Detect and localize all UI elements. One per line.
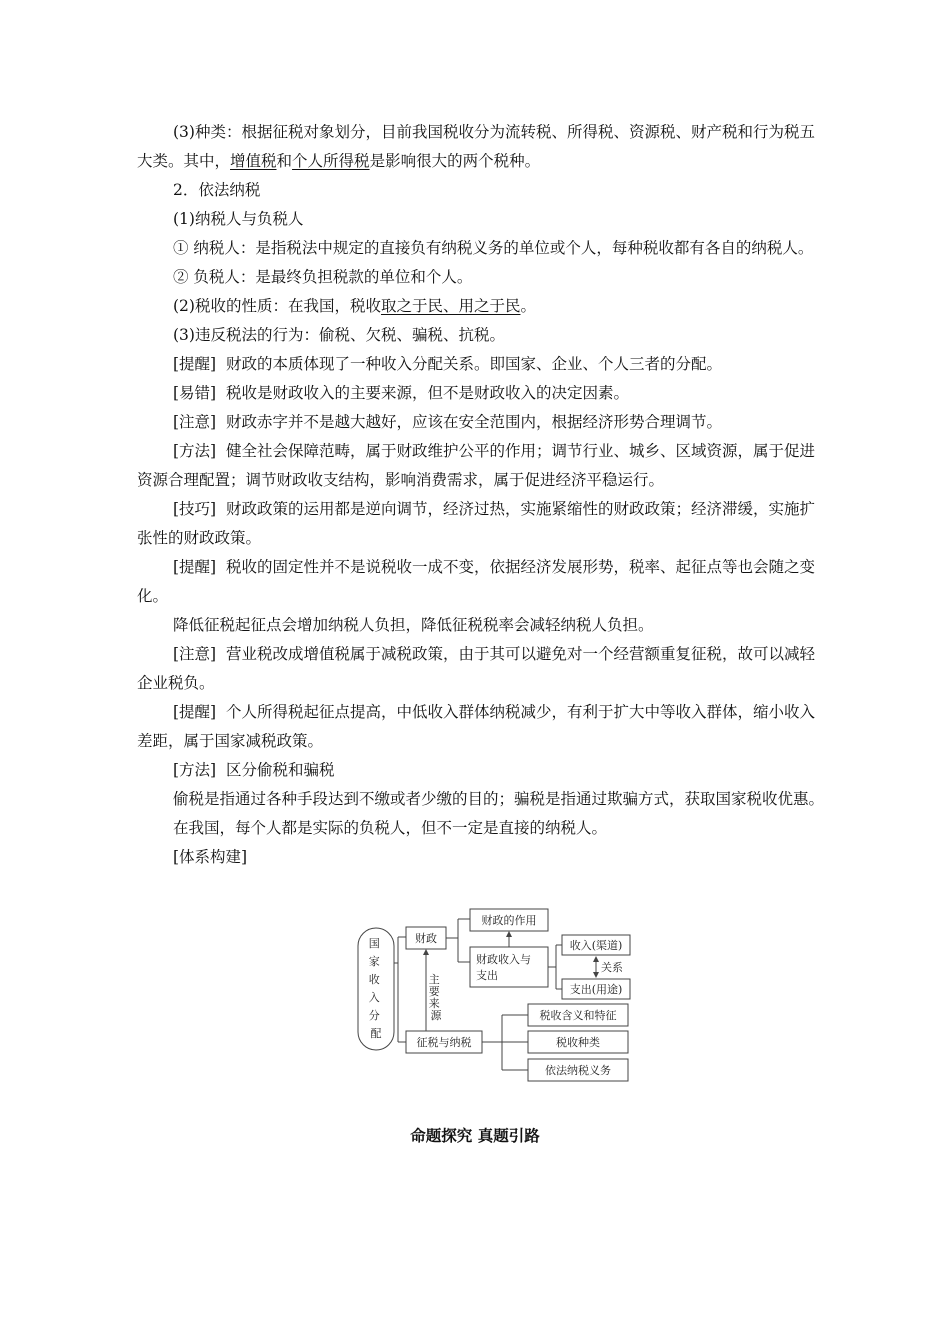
relation-label: 关系 [601,961,623,974]
underline-vat: 增值税 [230,152,277,170]
section-title-exam: 命题探究 真题引路 [410,1127,540,1145]
paragraph-taxpayer: ① 纳税人：是指税法中规定的直接负有纳税义务的单位或个人，每种税收都有各自的纳税人。 [173,239,814,257]
note-tag: [易错] [173,384,217,402]
arrowhead-up-relation [593,956,599,962]
arrowhead-up-source [423,949,429,955]
tax-levy-label: 征税与纳税 [416,1036,472,1049]
root-char: 国 [368,937,380,950]
root-char: 家 [368,955,380,968]
note-tag: [提醒] [173,703,217,721]
finance-role-label: 财政的作用 [481,914,537,927]
paragraph-threshold: 降低征税起征点会增加纳税人负担，降低征税税率会减轻纳税人负担。 [173,616,654,634]
tax-duty-label: 依法纳税义务 [545,1064,611,1077]
note-tag: [注意] [173,645,217,663]
note-tag: [提醒] [173,558,217,576]
note-method-1: [方法] 健全社会保障范畴，属于财政维护公平的作用；调节行业、城乡、区域资源，属于促进资源合理配置；调节财政收支结构，影响消费需求，属于促进经济平稳运行。 [137,442,815,489]
body-text [137,118,827,872]
income-expense-label-2: 支出 [476,969,498,982]
paragraph-tax-nature: (2)税收的性质：在我国，税收取之于民、用之于民。 [173,297,536,315]
root-label [369,937,384,1040]
root-char: 配 [370,1027,382,1040]
arrowhead-up-role [506,931,512,937]
paragraph-violations: (3)违反税法的行为：偷税、欠税、骗税、抗税。 [173,326,505,344]
tax-meaning-label: 税收含义和特征 [539,1009,617,1022]
expense-use-label: 支出(用途) [569,983,623,996]
note-reminder-3: [提醒] 个人所得税起征点提高，中低收入群体纳税减少，有利于扩大中等收入群体，缩小收入差距，属于国家减税政策。 [137,703,815,750]
note-attention-2: [注意] 营业税改成增值税属于减税政策，由于其可以避免对一个经营额重复征税，故可以减轻企业税负。 [137,645,815,692]
concept-map [352,905,642,1085]
note-tag: [技巧] [173,500,217,518]
note-attention-1: [注意] 财政赤字并不是越大越好，应该在安全范围内，根据经济形势合理调节。 [173,413,722,431]
root-char: 分 [368,1009,380,1022]
concept-map-svg [352,905,642,1085]
root-char: 收 [368,973,380,986]
main-source-label: 主 要 来 源 [428,973,442,1022]
paragraph-tax-bearer: ② 负税人：是最终负担税款的单位和个人。 [173,268,473,286]
finance-label: 财政 [415,932,437,945]
subheading-taxpayer: (1)纳税人与负税人 [173,210,304,228]
underline-income-tax: 个人所得税 [292,152,370,170]
section-system-build: [体系构建] [173,848,248,866]
income-expense-label-1: 财政收入与 [476,953,531,966]
note-reminder-2: [提醒] 税收的固定性并不是说税收一成不变，依据经济发展形势，税率、起征点等也会随之变化。 [137,558,815,605]
income-channel-label: 收入(渠道) [569,939,623,952]
note-reminder-1: [提醒] 财政的本质体现了一种收入分配关系。即国家、企业、个人三者的分配。 [173,355,722,373]
note-tag: [方法] [173,761,217,779]
paragraph-everyone-bearer: 在我国，每个人都是实际的负税人，但不一定是直接的纳税人。 [173,819,608,837]
underline-tax-nature: 取之于民、用之于民 [380,297,521,315]
tax-types-label: 税收种类 [556,1036,600,1049]
arrowhead-down-relation [593,972,599,978]
note-tag: [注意] [173,413,217,431]
note-tag: [方法] [173,442,217,460]
paragraph-evasion-fraud: 偷税是指通过各种手段达到不缴或者少缴的目的；骗税是指通过欺骗方式，获取国家税收优惠。 [173,790,825,808]
note-method-2: [方法] 区分偷税和骗税 [173,761,335,779]
heading-lawful-tax: 2．依法纳税 [173,181,261,199]
note-skill: [技巧] 财政政策的运用都是逆向调节，经济过热，实施紧缩性的财政政策；经济滞缓，实施扩张性的财政政策。 [137,500,815,547]
note-tag: [提醒] [173,355,217,373]
root-char: 入 [368,991,380,1004]
paragraph-tax-types: (3)种类：根据征税对象划分，目前我国税收分为流转税、所得税、资源税、财产税和行为税五大类。其中，增值税和个人所得税是影响很大的两个税种。 [137,123,815,170]
note-error-prone: [易错] 税收是财政收入的主要来源，但不是财政收入的决定因素。 [173,384,629,402]
